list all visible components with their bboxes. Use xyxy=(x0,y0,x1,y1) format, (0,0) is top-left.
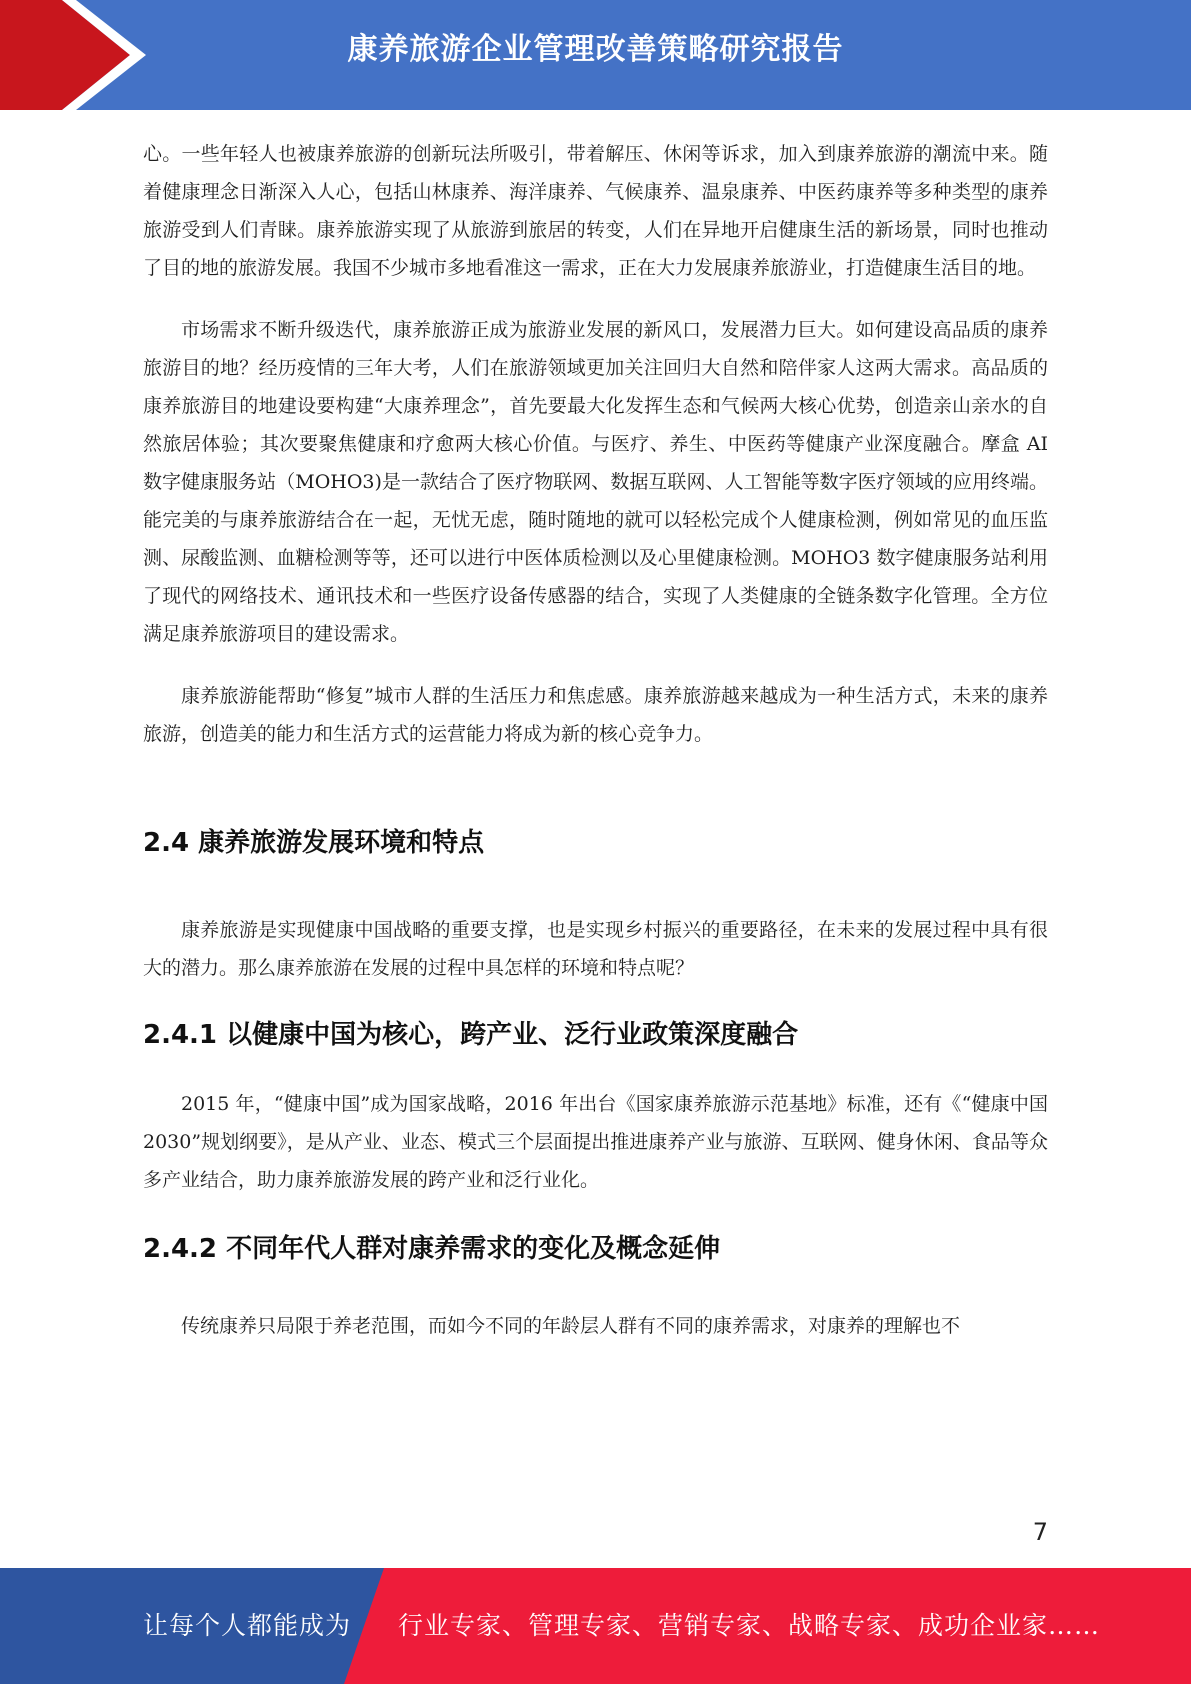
paragraph-1: 心。一些年轻人也被康养旅游的创新玩法所吸引，带着解压、休闲等诉求，加入到康养旅游的潮流中来。随着健康理念日渐深入人心，包括山林康养、海洋康养、气候康养、温泉康养、中医药康养等多种类型的康养旅游受到人们青睐。康养旅游实现了从旅游到旅居的转变，人们在异地开启健康生活的新场景，同时也推动了目的地的旅游发展。我国不少城市多地看准这一需求，正在大力发展康养旅游业，打造健康生活目的地。 xyxy=(143,143,1048,279)
page-header xyxy=(0,0,1191,110)
paragraph-3: 康养旅游能帮助“修复”城市人群的生活压力和焦虑感。康养旅游越来越成为一种生活方式，未来的康养旅游，创造美的能力和生活方式的运营能力将成为新的核心竞争力。 xyxy=(143,685,1048,745)
paragraph-6: 传统康养只局限于养老范围，而如今不同的年龄层人群有不同的康养需求，对康养的理解也不 xyxy=(181,1315,961,1337)
paragraph-5: 2015 年，“健康中国”成为国家战略，2016 年出台《国家康养旅游示范基地》标准，还有《“健康中国 2030”规划纲要》，是从产业、业态、模式三个层面提出推进康养产业与旅游、互联网、健身休闲、食品等众多产业结合，助力康养旅游发展的跨产业和泛行业化。 xyxy=(143,1093,1048,1191)
document-title: 康养旅游企业管理改善策略研究报告 xyxy=(347,32,844,67)
paragraph-4: 康养旅游是实现健康中国战略的重要支撑，也是实现乡村振兴的重要路径，在未来的发展过程中具有很大的潜力。那么康养旅游在发展的过程中具怎样的环境和特点呢？ xyxy=(143,919,1048,979)
footer-slogan-left: 让每个人都能成为 xyxy=(143,1611,352,1640)
main-content xyxy=(143,135,1048,1345)
header-arrow-decoration xyxy=(0,0,160,110)
page-footer xyxy=(0,1568,1191,1684)
paragraph-2: 市场需求不断升级迭代，康养旅游正成为旅游业发展的新风口，发展潜力巨大。如何建设高品质的康养旅游目的地？经历疫情的三年大考，人们在旅游领域更加关注回归大自然和陪伴家人这两大需求。高品质的康养旅游目的地建设要构建“大康养理念”，首先要最大化发挥生态和气候两大核心优势，创造亲山亲水的自然旅居体验；其次要聚焦健康和疗愈两大核心价值。与医疗、养生、中医药等健康产业深度融合。摩盒 AI 数字健康服务站（MOHO3)是一款结合了医疗物联网、数据互联网、人工智能等数字医疗领域的应用终端。能完美的与康养旅游结合在一起，无忧无虑，随时随地的就可以轻松完成个人健康检测，例如常见的血压监测、尿酸监测、血糖检测等等，还可以进行中医体质检测以及心里健康检测。MOHO3 数字健康服务站利用了现代的网络技术、通讯技术和一些医疗设备传感器的结合，实现了人类健康的全链条数字化管理。全方位满足康养旅游项目的建设需求。 xyxy=(143,319,1048,645)
footer-slogan-right: 行业专家、管理专家、营销专家、战略专家、成功企业家…… xyxy=(398,1611,1101,1640)
section-heading-2-4: 2.4 康养旅游发展环境和特点 xyxy=(143,828,485,858)
section-heading-2-4-2: 2.4.2 不同年代人群对康养需求的变化及概念延伸 xyxy=(143,1234,721,1264)
page-number: 7 xyxy=(1032,1518,1048,1546)
section-heading-2-4-1: 2.4.1 以健康中国为核心，跨产业、泛行业政策深度融合 xyxy=(143,1020,799,1050)
